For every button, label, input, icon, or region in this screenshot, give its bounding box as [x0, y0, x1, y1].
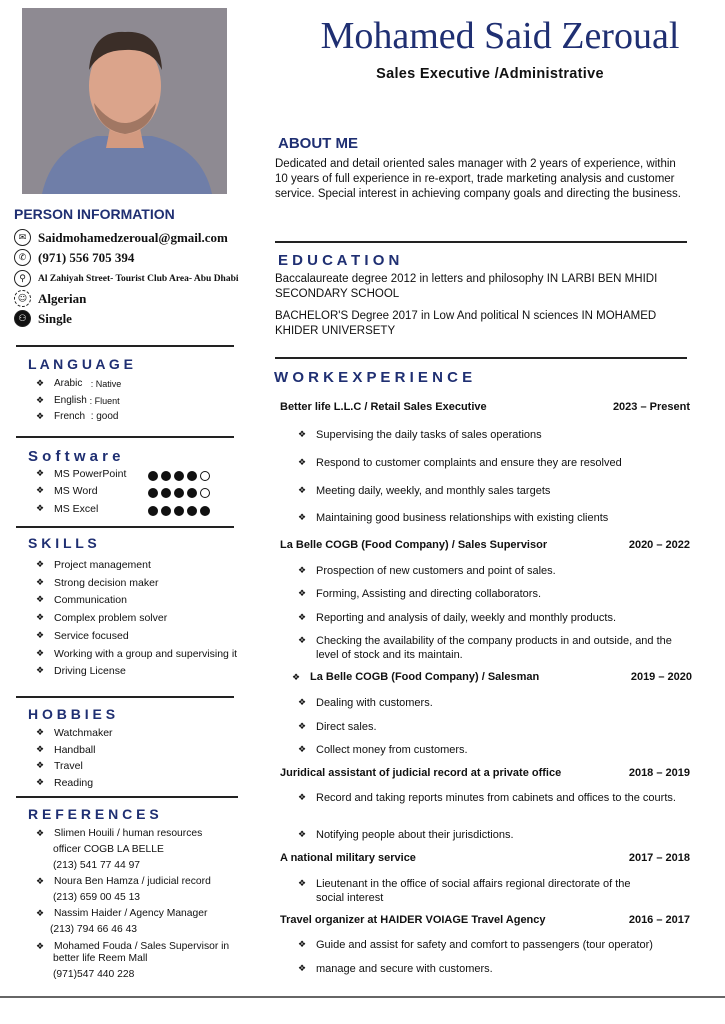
- list-item: ❖ Handball: [36, 742, 113, 759]
- divider: [16, 696, 234, 698]
- rating-dots: [148, 506, 210, 516]
- list-item: ❖ Working with a group and supervising it: [36, 646, 237, 664]
- empty-dot-icon: [200, 488, 210, 498]
- address-text: Al Zahiyah Street- Tourist Club Area- Abu Dhabi: [38, 273, 239, 284]
- phone-text: (971) 556 705 394: [38, 249, 135, 265]
- about-heading: ABOUT ME: [278, 135, 358, 152]
- job-header: [292, 671, 692, 683]
- about-text: Dedicated and detail oriented sales manager with 2 years of experience, within 10 years of full experience in re-export, trade marketing analysis and customer service. Special interest in achieving company goals and directing the business.: [275, 158, 681, 200]
- job-title: Juridical assistant of judicial record at a private office: [280, 767, 562, 779]
- hobbies-list: [36, 725, 113, 791]
- job-bullet: ❖ Dealing with customers.: [298, 697, 433, 709]
- empty-dot-icon: [200, 471, 210, 481]
- diamond-bullet-icon: ❖: [36, 942, 45, 952]
- list-item: ❖ French : good: [36, 409, 121, 426]
- divider: [16, 796, 238, 798]
- diamond-bullet-icon: ❖: [36, 577, 45, 588]
- diamond-bullet-icon: ❖: [298, 722, 307, 732]
- job-bullet: ❖ Meeting daily, weekly, and monthly sales targets: [298, 485, 551, 497]
- email-icon: ✉: [14, 229, 31, 246]
- software-item: ❖ MS PowerPoint: [36, 468, 127, 480]
- divider: [16, 526, 234, 528]
- diamond-bullet-icon: ❖: [298, 636, 307, 646]
- job-bullet: ❖ Lieutenant in the office of social affairs regional directorate of the social interest: [298, 878, 631, 904]
- job-bullet: ❖ Prospection of new customers and point of sales.: [298, 565, 556, 577]
- diamond-bullet-icon: ❖: [36, 595, 45, 606]
- software-heading: S o f t w a r e: [28, 448, 121, 465]
- email-text: Saidmohamedzeroual@gmail.com: [38, 229, 228, 245]
- filled-dot-icon: [174, 471, 184, 481]
- nationality-row: [14, 290, 86, 307]
- filled-dot-icon: [161, 488, 171, 498]
- list-item: ❖ Watchmaker: [36, 725, 113, 742]
- software-item: ❖ MS Word: [36, 485, 98, 497]
- diamond-bullet-icon: ❖: [298, 830, 307, 840]
- email-row: [14, 229, 228, 246]
- job-dates: 2018 – 2019: [628, 767, 690, 779]
- rating-dots: [148, 471, 210, 481]
- divider: [275, 241, 687, 243]
- job-title: La Belle COGB (Food Company) / Salesman: [310, 671, 540, 683]
- job-header: [280, 914, 690, 926]
- filled-dot-icon: [148, 471, 158, 481]
- diamond-bullet-icon: ❖: [292, 673, 301, 683]
- status-row: [14, 310, 72, 327]
- list-item: ❖ Travel: [36, 758, 113, 775]
- language-heading: L A N G U A G E: [28, 356, 134, 372]
- diamond-bullet-icon: ❖: [36, 486, 45, 496]
- job-bullet: ❖ Guide and assist for safety and comfort to passengers (tour operator): [298, 939, 653, 951]
- divider: [16, 345, 234, 347]
- nationality-text: Algerian: [38, 290, 87, 306]
- references-heading: R E F E R E N C E S: [28, 806, 159, 822]
- status-text: Single: [38, 310, 72, 326]
- job-bullet: ❖ Reporting and analysis of daily, weekly and monthly products.: [298, 612, 617, 624]
- job-header: [280, 539, 690, 551]
- diamond-bullet-icon: ❖: [298, 940, 307, 950]
- job-bullet: ❖ Respond to customer complaints and ensure they are resolved: [298, 457, 622, 469]
- diamond-bullet-icon: ❖: [36, 630, 45, 641]
- list-item: ❖ English : Fluent: [36, 393, 121, 410]
- list-item: ❖ Service focused: [36, 628, 237, 646]
- filled-dot-icon: [187, 506, 197, 516]
- diamond-bullet-icon: ❖: [36, 648, 45, 659]
- job-title: Travel organizer at HAIDER VOIAGE Travel Agency: [280, 914, 546, 926]
- job-dates: 2020 – 2022: [628, 539, 690, 551]
- filled-dot-icon: [187, 488, 197, 498]
- language-list: [36, 376, 121, 426]
- diamond-bullet-icon: ❖: [36, 613, 45, 624]
- diamond-bullet-icon: ❖: [298, 566, 307, 576]
- diamond-bullet-icon: ❖: [36, 560, 45, 570]
- profile-photo: [22, 8, 227, 194]
- filled-dot-icon: [187, 471, 197, 481]
- job-title: Sales Executive /Administrative: [376, 66, 604, 82]
- diamond-bullet-icon: ❖: [298, 964, 307, 974]
- diamond-bullet-icon: ❖: [36, 728, 45, 738]
- diamond-bullet-icon: ❖: [298, 793, 307, 803]
- diamond-bullet-icon: ❖: [36, 504, 45, 514]
- job-title: A national military service: [280, 852, 416, 864]
- diamond-bullet-icon: ❖: [36, 761, 45, 771]
- skills-heading: S K I L L S: [28, 535, 97, 551]
- job-header: [280, 767, 690, 779]
- list-item: ❖ Driving License: [36, 663, 237, 681]
- job-bullet: ❖ Notifying people about their jurisdictions.: [298, 829, 514, 841]
- diamond-bullet-icon: ❖: [36, 412, 45, 422]
- diamond-bullet-icon: ❖: [36, 877, 45, 887]
- job-title: Better life L.L.C / Retail Sales Executive: [280, 401, 487, 413]
- skills-list: [36, 557, 237, 681]
- diamond-bullet-icon: ❖: [36, 829, 45, 839]
- nationality-icon: ☺: [14, 290, 31, 307]
- education-item: Baccalaureate degree 2012 in letters and philosophy IN LARBI BEN MHIDI SECONDARY SCHOOL: [275, 273, 658, 300]
- phone-icon: ✆: [14, 249, 31, 266]
- reference-item: ❖ Mohamed Fouda / Sales Supervisor in better life Reem Mall (971)547 440 228: [36, 941, 230, 980]
- job-header: [280, 401, 690, 413]
- job-bullet: ❖ Checking the availability of the company products in and outside, and the level of stock and its maintain.: [298, 635, 672, 661]
- list-item: ❖ Communication: [36, 592, 237, 610]
- job-bullet: ❖ Forming, Assisting and directing collaborators.: [298, 588, 541, 600]
- reference-item: ❖ Noura Ben Hamza / judicial record (213) 659 00 45 13: [36, 876, 211, 903]
- diamond-bullet-icon: ❖: [298, 698, 307, 708]
- diamond-bullet-icon: ❖: [36, 395, 45, 406]
- diamond-bullet-icon: ❖: [298, 613, 307, 623]
- work-heading: W O R K E X P E R I E N C E: [274, 369, 473, 386]
- job-bullet: ❖ manage and secure with customers.: [298, 963, 493, 975]
- diamond-bullet-icon: ❖: [36, 379, 45, 389]
- job-dates: 2023 – Present: [612, 401, 690, 413]
- diamond-bullet-icon: ❖: [298, 458, 307, 468]
- list-item: ❖ Strong decision maker: [36, 575, 237, 593]
- software-item: ❖ MS Excel: [36, 503, 99, 515]
- job-dates: 2017 – 2018: [628, 852, 690, 864]
- location-icon: ⚲: [14, 270, 31, 287]
- filled-dot-icon: [148, 506, 158, 516]
- divider: [16, 436, 234, 438]
- diamond-bullet-icon: ❖: [298, 589, 307, 599]
- job-bullet: ❖ Record and taking reports minutes from cabinets and offices to the courts.: [298, 792, 676, 804]
- list-item: ❖ Arabic : Native: [36, 376, 121, 393]
- education-item: BACHELOR'S Degree 2017 in Low And political N sciences IN MOHAMED KHIDER UNIVERSETY: [275, 310, 657, 337]
- hobbies-heading: H O B B I E S: [28, 706, 116, 722]
- divider: [275, 357, 687, 359]
- job-dates: 2019 – 2020: [630, 671, 692, 683]
- education-heading: E D U C A T I O N: [278, 252, 400, 269]
- job-bullet: ❖ Collect money from customers.: [298, 744, 468, 756]
- filled-dot-icon: [161, 471, 171, 481]
- diamond-bullet-icon: ❖: [298, 430, 307, 440]
- job-bullet: ❖ Maintaining good business relationships with existing clients: [298, 512, 609, 524]
- rating-dots: [148, 488, 210, 498]
- candidate-name: Mohamed Said Zeroual: [320, 15, 680, 57]
- job-bullet: ❖ Direct sales.: [298, 721, 377, 733]
- list-item: ❖ Complex problem solver: [36, 610, 237, 628]
- diamond-bullet-icon: ❖: [298, 486, 307, 496]
- job-dates: 2016 – 2017: [628, 914, 690, 926]
- references-list: [36, 826, 229, 981]
- list-item: ❖ Reading: [36, 775, 113, 792]
- filled-dot-icon: [174, 488, 184, 498]
- job-header: [280, 852, 690, 864]
- list-item: ❖ Project management: [36, 557, 237, 575]
- job-title: La Belle COGB (Food Company) / Sales Supervisor: [280, 539, 548, 551]
- address-row: [14, 270, 239, 287]
- family-icon: ⚇: [14, 310, 31, 327]
- diamond-bullet-icon: ❖: [36, 909, 45, 919]
- filled-dot-icon: [161, 506, 171, 516]
- filled-dot-icon: [148, 488, 158, 498]
- diamond-bullet-icon: ❖: [36, 469, 45, 479]
- diamond-bullet-icon: ❖: [298, 513, 307, 523]
- diamond-bullet-icon: ❖: [298, 745, 307, 755]
- diamond-bullet-icon: ❖: [298, 879, 307, 889]
- reference-item: ❖ Nassim Haider / Agency Manager (213) 794 66 46 43: [36, 908, 208, 935]
- diamond-bullet-icon: ❖: [36, 666, 45, 677]
- diamond-bullet-icon: ❖: [36, 744, 45, 755]
- phone-row: [14, 249, 134, 266]
- person-info-heading: PERSON INFORMATION: [14, 206, 175, 222]
- reference-item: ❖ Slimen Houili / human resources officer COGB LA BELLE (213) 541 77 44 97: [36, 828, 203, 871]
- diamond-bullet-icon: ❖: [36, 777, 45, 788]
- job-bullet: ❖ Supervising the daily tasks of sales operations: [298, 429, 542, 441]
- filled-dot-icon: [174, 506, 184, 516]
- footer-divider: [0, 996, 725, 998]
- filled-dot-icon: [200, 506, 210, 516]
